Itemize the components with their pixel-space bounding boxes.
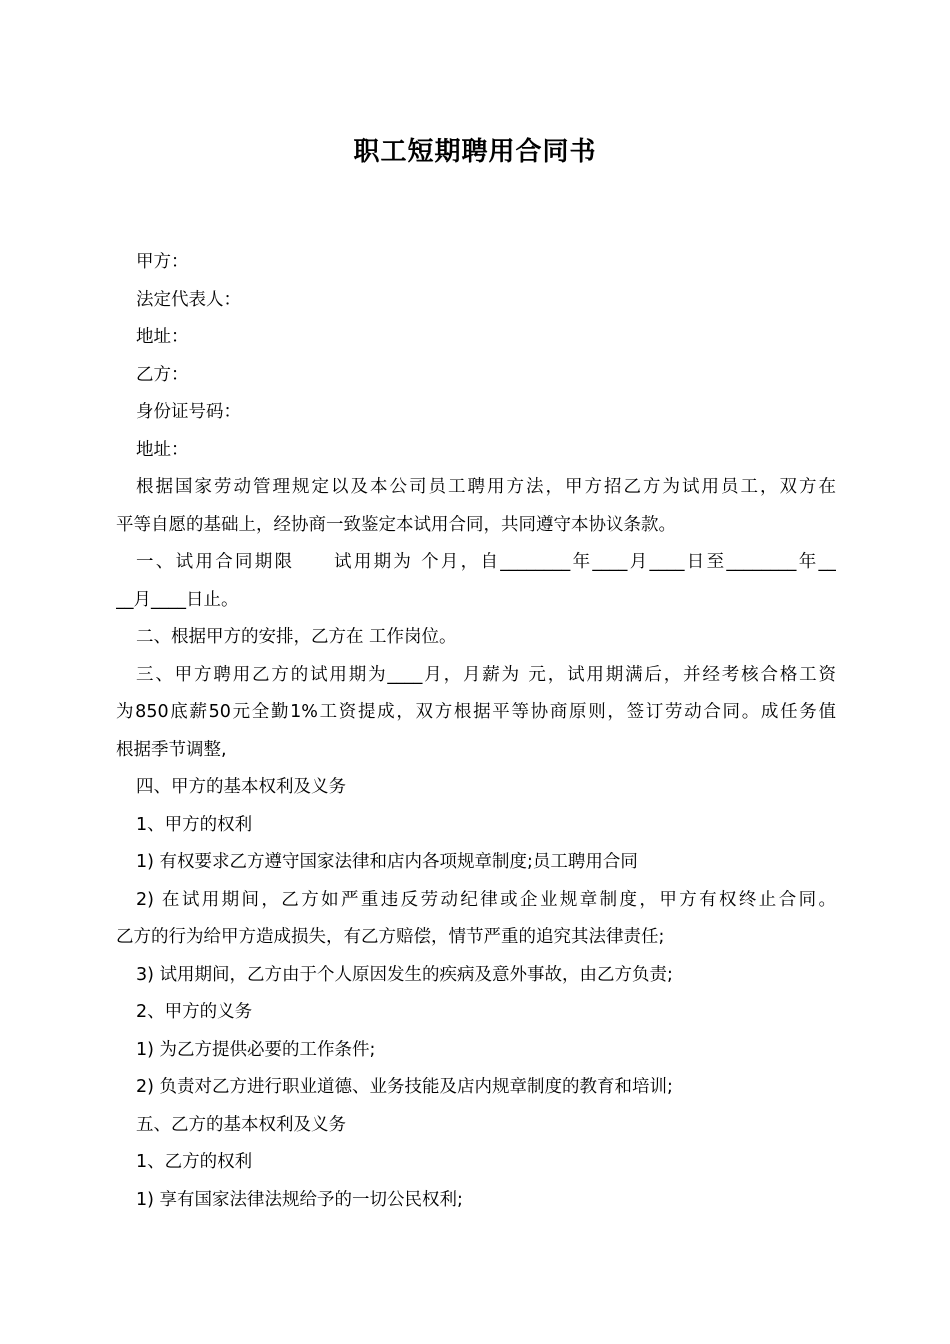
party-a-duty-1: 1) 为乙方提供必要的工作条件;	[136, 1039, 376, 1060]
preamble-line-1: 根据国家劳动管理规定以及本公司员工聘用方法，甲方招乙方为试用员工，双方在	[136, 477, 836, 497]
party-b-line: 乙方：	[136, 364, 189, 385]
party-a-right-2-line-2: 乙方的行为给甲方造成损失，有乙方赔偿，情节严重的追究其法律责任;	[116, 927, 665, 947]
party-b-address-line: 地址：	[136, 439, 189, 460]
preamble-line-2: 平等自愿的基础上，经协商一致鉴定本试用合同，共同遵守本协议条款。	[116, 514, 676, 535]
clause-3-line-2: 为850底薪50元全勤1%工资提成，双方根据平等协商原则，签订劳动合同。成任务值	[116, 702, 836, 722]
party-a-right-2-line-1: 2) 在试用期间，乙方如严重违反劳动纪律或企业规章制度，甲方有权终止合同。	[136, 889, 836, 910]
document-title: 职工短期聘用合同书	[353, 137, 597, 167]
party-a-duties-heading: 2、甲方的义务	[136, 1002, 253, 1022]
party-b-right-1: 1) 享有国家法律法规给予的一切公民权利;	[136, 1189, 463, 1210]
party-a-right-1: 1) 有权要求乙方遵守国家法律和店内各项规章制度;员工聘用合同	[136, 852, 638, 872]
legal-representative-line: 法定代表人：	[136, 289, 241, 310]
party-b-rights-heading: 1、乙方的权利	[136, 1152, 253, 1172]
party-a-rights-heading: 1、甲方的权利	[136, 814, 253, 835]
party-a-duty-2: 2) 负责对乙方进行职业道德、业务技能及店内规章制度的教育和培训;	[136, 1077, 673, 1097]
party-a-line: 甲方：	[136, 252, 189, 272]
clause-3-line-3: 根据季节调整,	[116, 739, 227, 760]
clause-2-line: 二、根据甲方的安排，乙方在 工作岗位。	[136, 627, 457, 647]
clause-5-heading: 五、乙方的基本权利及义务	[136, 1114, 346, 1135]
document-body	[116, 244, 836, 1219]
id-number-line: 身份证号码：	[136, 402, 241, 422]
clause-1-line-1: 一、试用合同期限 试用期为 个月，自________年____月____日至________年__	[136, 552, 836, 572]
clause-4-heading: 四、甲方的基本权利及义务	[136, 777, 346, 797]
party-a-address-line: 地址：	[136, 327, 189, 347]
party-a-right-3: 3) 试用期间，乙方由于个人原因发生的疾病及意外事故，由乙方负责;	[136, 964, 673, 985]
clause-3-line-1: 三、甲方聘用乙方的试用期为____月，月薪为 元，试用期满后，并经考核合格工资	[136, 664, 836, 685]
clause-1-line-2: __月____日止。	[116, 589, 239, 610]
